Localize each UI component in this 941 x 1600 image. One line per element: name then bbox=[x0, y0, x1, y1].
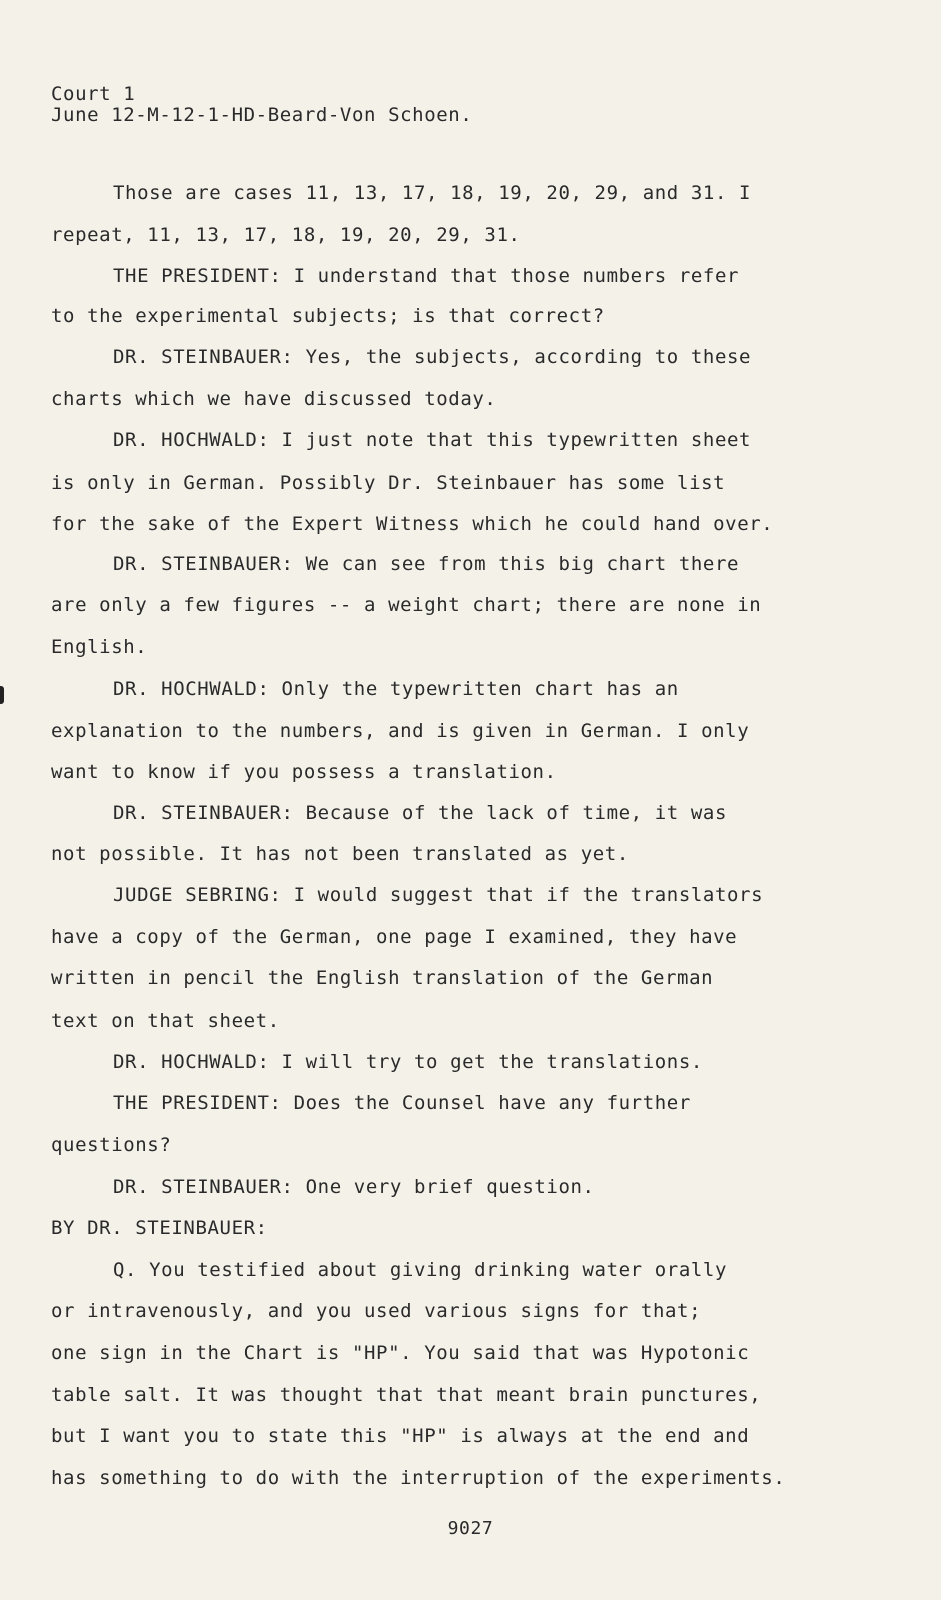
transcript-line: text on that sheet. bbox=[51, 1010, 280, 1032]
transcript-line: DR. STEINBAUER: We can see from this big chart there bbox=[113, 553, 740, 575]
transcript-line: English. bbox=[51, 636, 148, 658]
transcript-line: explanation to the numbers, and is given in German. I only bbox=[51, 720, 750, 742]
transcript-line: to the experimental subjects; is that correct? bbox=[51, 305, 605, 327]
transcript-line: DR. HOCHWALD: I will try to get the translations. bbox=[113, 1051, 703, 1073]
transcript-line: have a copy of the German, one page I examined, they have bbox=[51, 926, 738, 948]
transcript-line: DR. STEINBAUER: Yes, the subjects, according to these bbox=[113, 346, 752, 368]
transcript-line: are only a few figures -- a weight chart; there are none in bbox=[51, 594, 762, 616]
transcript-line: Those are cases 11, 13, 17, 18, 19, 20, 29, and 31. I bbox=[113, 182, 752, 204]
transcript-line: THE PRESIDENT: I understand that those numbers refer bbox=[113, 265, 740, 287]
transcript-line: DR. HOCHWALD: Only the typewritten chart has an bbox=[113, 678, 679, 700]
transcript-line: JUDGE SEBRING: I would suggest that if the translators bbox=[113, 884, 764, 906]
transcript-line: one sign in the Chart is "HP". You said that was Hypotonic bbox=[51, 1342, 750, 1364]
transcript-line: for the sake of the Expert Witness which he could hand over. bbox=[51, 513, 774, 535]
transcript-line: repeat, 11, 13, 17, 18, 19, 20, 29, 31. bbox=[51, 224, 521, 246]
transcript-line: DR. HOCHWALD: I just note that this typewritten sheet bbox=[113, 429, 752, 451]
transcript-line: is only in German. Possibly Dr. Steinbauer has some list bbox=[51, 472, 726, 494]
transcript-line: DR. STEINBAUER: Because of the lack of time, it was bbox=[113, 802, 727, 824]
transcript-line: or intravenously, and you used various signs for that; bbox=[51, 1300, 702, 1322]
transcript-line: has something to do with the interruption of the experiments. bbox=[51, 1467, 786, 1489]
transcript-line: charts which we have discussed today. bbox=[51, 388, 497, 410]
page-header bbox=[51, 84, 472, 126]
transcript-line: written in pencil the English translation of the German bbox=[51, 967, 714, 989]
transcript-line: questions? bbox=[51, 1134, 172, 1156]
transcript-line: Q. You testified about giving drinking water orally bbox=[113, 1259, 727, 1281]
transcript-line: BY DR. STEINBAUER: bbox=[51, 1217, 268, 1239]
court-label: Court 1 bbox=[51, 83, 136, 105]
session-label: June 12-M-12-1-HD-Beard-Von Schoen. bbox=[51, 104, 473, 126]
page-number: 9027 bbox=[447, 1518, 494, 1539]
transcript-line: want to know if you possess a translation. bbox=[51, 761, 557, 783]
binding-mark bbox=[0, 686, 4, 704]
transcript-line: but I want you to state this "HP" is always at the end and bbox=[51, 1425, 750, 1447]
transcript-line: table salt. It was thought that that meant brain punctures, bbox=[51, 1384, 762, 1406]
transcript-line: THE PRESIDENT: Does the Counsel have any further bbox=[113, 1092, 691, 1114]
transcript-line: DR. STEINBAUER: One very brief question. bbox=[113, 1176, 595, 1198]
transcript-line: not possible. It has not been translated as yet. bbox=[51, 843, 629, 865]
